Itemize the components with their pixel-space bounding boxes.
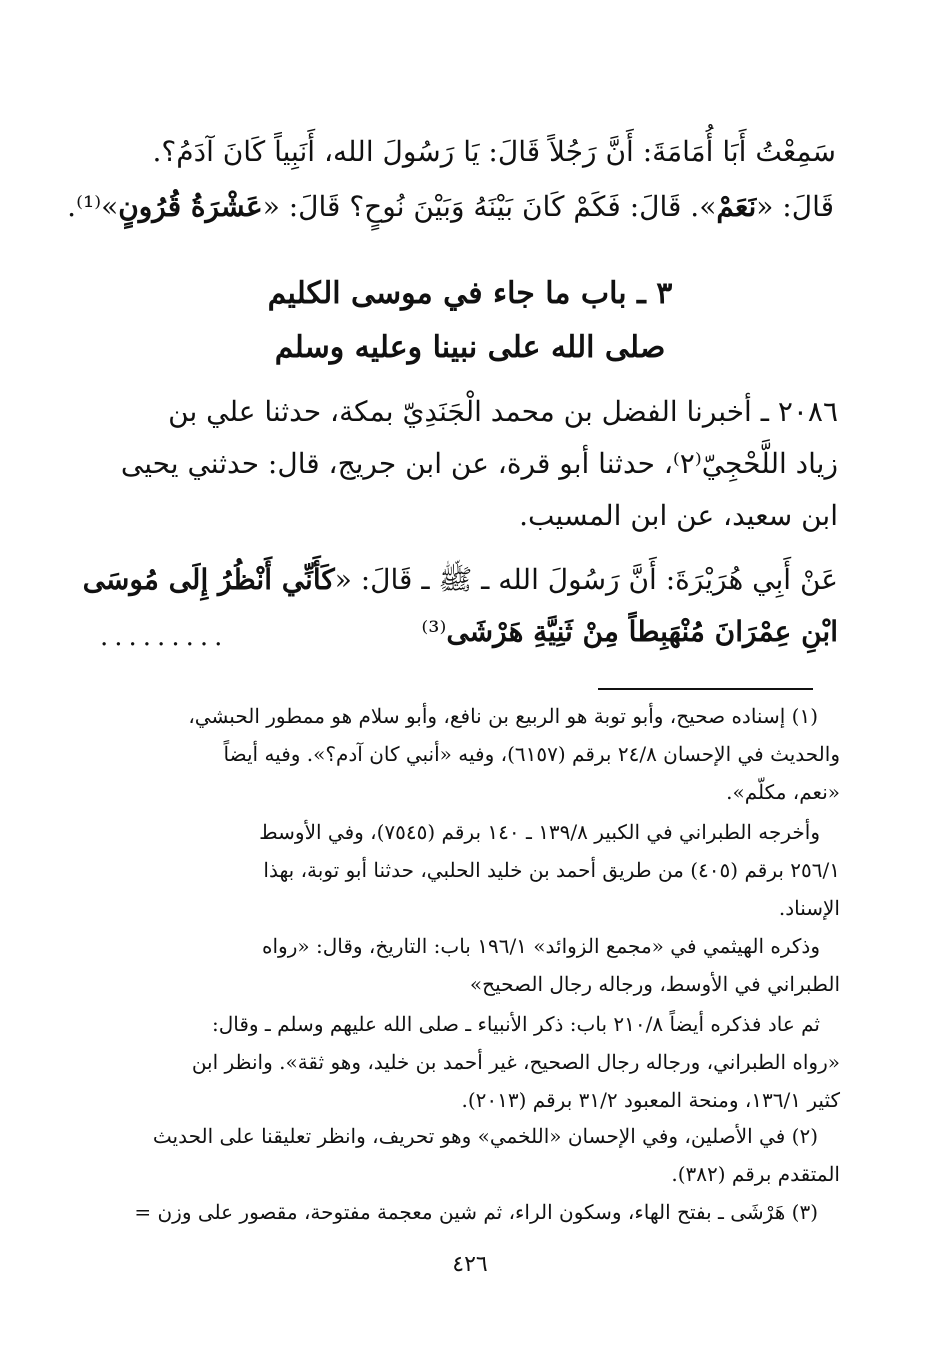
isnad-line-3: ابن سعيد، عن ابن المسيب. (519, 499, 838, 532)
footnote-separator (598, 688, 813, 690)
hadith-line-2 (67, 190, 834, 223)
continuation-dots: ......... (100, 622, 229, 652)
footnote-1-line-4: وأخرجه الطبراني في الكبير ١٣٩/٨ ـ ١٤٠ برقم (٧٥٤٥)، وفي الأوسط (259, 820, 820, 844)
footnote-2-line-1: (٢) في الأصلين، وفي الإحسان «اللخمي» وهو تحريف، وانظر تعليقنا على الحديث (152, 1124, 818, 1148)
footnote-1-line-6: الإسناد. (778, 896, 840, 920)
footnote-1-line-3: «نعم، مكلّم». (726, 780, 840, 804)
footnote-1-line-5: ٢٥٦/١ برقم (٤٠٥) من طريق أحمد بن خليد الحلبي، حدثنا أبو توبة، بهذا (263, 858, 840, 882)
hadith-line-2-mid: ». قَالَ: فَكَمْ كَانَ بَيْنَهُ وَبَيْنَ نُوحٍ؟ قَالَ: « (262, 190, 717, 223)
hadith-line-2-bold-naam: نَعَمْ (716, 190, 757, 223)
hadith-line-2-plain: قَالَ: « (756, 190, 834, 223)
isnad-line-2: زياد اللَّحْجِيّ⁽٢⁾، حدثنا أبو قرة، عن ابن جريج، قال: حدثني يحيى (120, 447, 838, 480)
hadith-line-2-bold-qurun: عَشْرَةُ قُرُونٍ (118, 190, 263, 223)
footnote-1-line-8: الطبراني في الأوسط، ورجاله رجال الصحيح» (469, 972, 840, 996)
page-number: ٤٢٦ (452, 1252, 488, 1277)
hadith-line-1 (153, 135, 837, 168)
hadith-line-1-text: سَمِعْتُ أَبَا أُمَامَةَ: أَنَّ رَجُلاً قَالَ: يَا رَسُولَ الله، أَنَبِياً كَانَ آدَمُ؟. (152, 135, 836, 168)
footnote-1-line-2: والحديث في الإحسان ٢٤/٨ برقم (٦١٥٧)، وفيه «أنبي كان آدم؟». وفيه أيضاً (223, 742, 840, 766)
footnote-3-line-1: (٣) هَرْشَى ـ بفتح الهاء، وسكون الراء، ثم شين معجمة مفتوحة، مقصور على وزن = (134, 1200, 818, 1224)
footnote-1-line-11: كثير ١٣٦/١، ومنحة المعبود ٣١/٢ برقم (٢٠١٣). (461, 1088, 840, 1112)
footnote-1-line-9: ثم عاد فذكره أيضاً ٢١٠/٨ باب: ذكر الأنبياء ـ صلى الله عليهم وسلم ـ وقال: (211, 1012, 820, 1036)
footnote-2-line-2: المتقدم برقم (٣٨٢). (671, 1162, 840, 1186)
matn-line-2-footnote-ref: ⁽³⁾ (421, 615, 447, 648)
matn-line-1 (83, 563, 838, 603)
matn-line-1-bold: كَأَنِّي أَنْظُرُ إِلَى مُوسَى (82, 563, 335, 596)
hadith-line-2-end: »⁽¹⁾. (67, 190, 119, 223)
footnote-1-line-1: (١) إسناده صحيح، وأبو توبة هو الربيع بن نافع، وأبو سلام هو ممطور الحبشي، (188, 704, 818, 728)
matn-line-1-plain: عَنْ أَبِي هُرَيْرَةَ: أَنَّ رَسُولَ الله ـ ﷺ ـ قَالَ: « (334, 563, 838, 596)
chapter-title-line-2: صلى الله على نبينا وعليه وسلم (274, 330, 666, 365)
chapter-title-line-1: ٣ ـ باب ما جاء في موسى الكليم (267, 276, 673, 311)
matn-line-2 (421, 615, 838, 648)
matn-line-2-bold: ابْنِ عِمْرَانَ مُنْهَبِطاً مِنْ ثَنِيَّةِ هَرْشَى (446, 615, 838, 648)
footnote-1-line-7: وذكره الهيثمي في «مجمع الزوائد» ١٩٦/١ باب: التاريخ، وقال: «رواه (262, 934, 820, 958)
isnad-line-1: ٢٠٨٦ ـ أخبرنا الفضل بن محمد الْجَنَدِيّ بمكة، حدثنا علي بن (168, 395, 838, 428)
footnote-1-line-10: «رواه الطبراني، ورجاله رجال الصحيح، غير أحمد بن خليد، وهو ثقة». وانظر ابن (191, 1050, 840, 1074)
